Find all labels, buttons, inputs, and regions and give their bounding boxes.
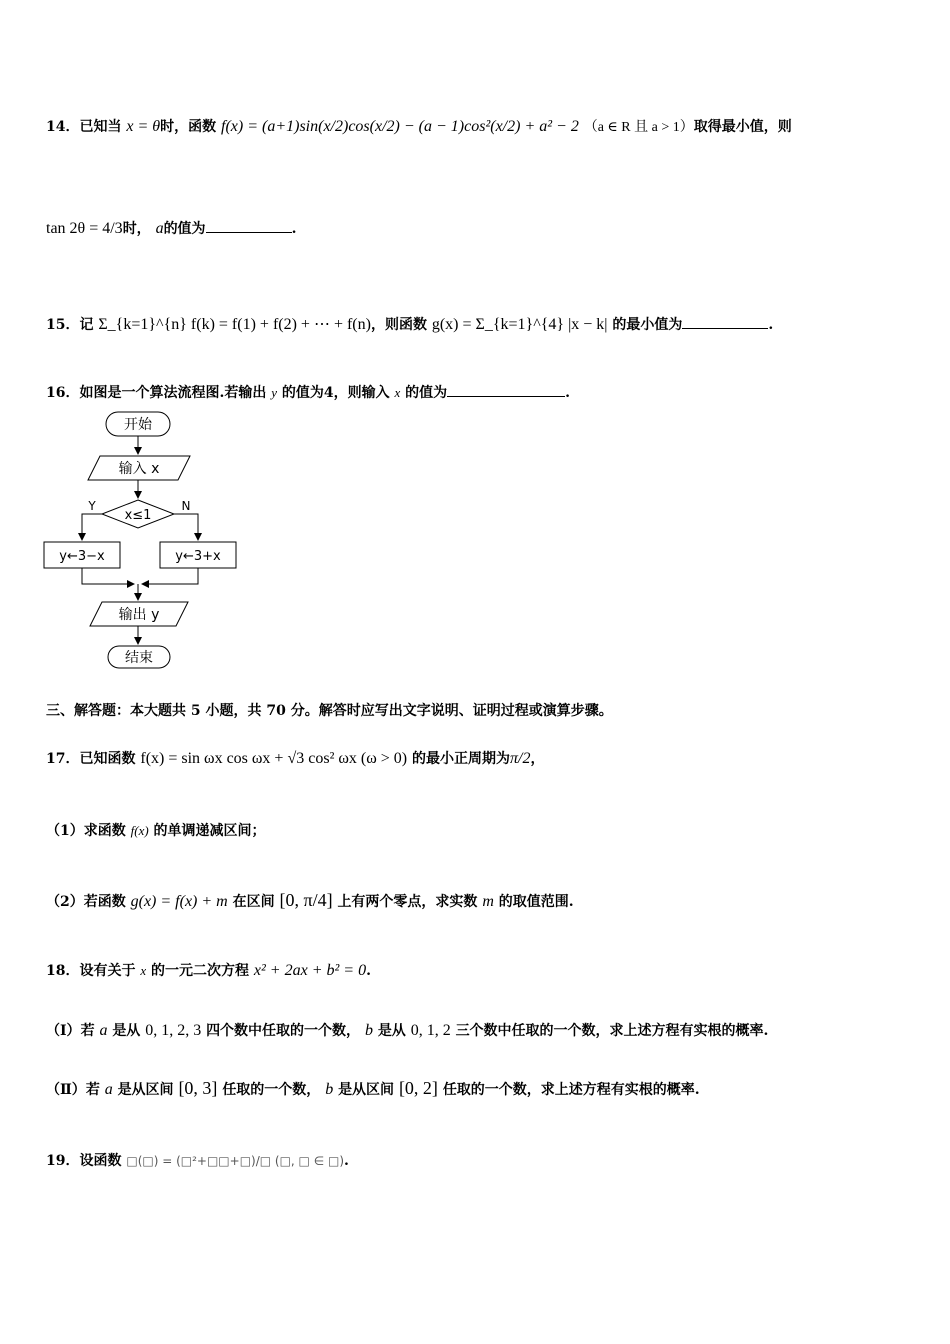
q14-line1: 14．已知当 x = θ时，函数 f(x) = (a+1)sin(x/2)cos(x/2) − (a − 1)cos²(x/2) + a² − 2 （a ∈ R 且 a > 1）取得最小值，则 — [46, 118, 792, 135]
flow-no-label: N — [181, 499, 191, 513]
q18-set-b: 0, 1, 2 — [410, 1022, 451, 1039]
flow-input-label: 输入 x — [118, 461, 160, 477]
q18-interval-b: [0, 2] — [398, 1078, 438, 1098]
q17-part1: （1）求函数 f(x) 的单调递减区间； — [46, 823, 266, 839]
flow-left-label: y←3−x — [59, 549, 105, 564]
answer-blank[interactable] — [682, 314, 768, 329]
q19-number: 19． — [46, 1153, 80, 1169]
q17-number: 17． — [46, 751, 80, 767]
q14-tan-condition: tan 2θ = 4/3 — [46, 220, 123, 237]
section-3-heading: 三、解答题：本大题共 5 小题，共 70 分。解答时应写出文字说明、证明过程或演算步骤。 — [46, 703, 613, 719]
q16-number: 16． — [46, 385, 80, 401]
q16-line: 16．如图是一个算法流程图.若输出 y 的值为4，则输入 x 的值为 . — [46, 382, 570, 402]
q15-g-definition: g(x) = Σ_{k=1}^{4} |x − k| — [431, 316, 608, 333]
q18-part2: （Ⅱ）若 a 是从区间 [0, 3] 任取的一个数， b 是从区间 [0, 2] 任取的一个数，求上述方程有实根的概率. — [46, 1078, 700, 1098]
q15-sum-definition: Σ_{k=1}^{n} f(k) = f(1) + f(2) + ⋯ + f(n) — [98, 316, 371, 333]
q14-condition: x = θ — [126, 118, 161, 135]
q18-line: 18．设有关于 x 的一元二次方程 x² + 2ax + b² = 0. — [46, 962, 371, 979]
flow-end-label: 结束 — [125, 650, 153, 666]
flow-start-label: 开始 — [124, 417, 152, 433]
flow-right-label: y←3+x — [175, 549, 221, 564]
flow-yes-label: Y — [88, 499, 96, 513]
flowchart — [40, 408, 250, 673]
q17-part2: （2）若函数 g(x) = f(x) + m 在区间 [0, π/4] 上有两个零点，求实数 m 的取值范围. — [46, 890, 574, 910]
q18-equation: x² + 2ax + b² = 0 — [253, 962, 367, 979]
q17-function: f(x) = sin ωx cos ωx + √3 cos² ωx (ω > 0) — [140, 750, 408, 767]
q18-set-a: 0, 1, 2, 3 — [145, 1022, 202, 1039]
q17-line: 17．已知函数 f(x) = sin ωx cos ωx + √3 cos² ωx (ω > 0) 的最小正周期为π/2， — [46, 750, 545, 767]
q14-domain: （a ∈ R 且 a > 1） — [583, 120, 694, 135]
q14-function: f(x) = (a+1)sin(x/2)cos(x/2) − (a − 1)cos²(x/2) + a² − 2 — [221, 118, 579, 135]
q15-line: 15．记 Σ_{k=1}^{n} f(k) = f(1) + f(2) + ⋯ + f(n)，则函数 g(x) = Σ_{k=1}^{4} |x − k| 的最小值为 . — [46, 316, 774, 333]
flow-output-label: 输出 y — [118, 607, 160, 623]
q18-interval-a: [0, 3] — [178, 1078, 218, 1098]
q15-number: 15． — [46, 317, 80, 333]
q19-line: 19．设函数 □(□) = (□²+□□+□)/□ (□, □ ∈ □). — [46, 1153, 349, 1169]
q17-period: π/2 — [509, 750, 531, 767]
q18-number: 18． — [46, 963, 80, 979]
q14-line2: tan 2θ = 4/3时， a的值为 . — [46, 220, 297, 237]
q18-part1: （Ⅰ）若 a 是从 0, 1, 2, 3 四个数中任取的一个数， b 是从 0, 1, 2 三个数中任取的一个数，求上述方程有实根的概率. — [46, 1022, 769, 1039]
q17-interval: [0, π/4] — [279, 890, 333, 910]
flow-decision-label: x≤1 — [124, 508, 152, 523]
q19-function-image: □(□) = (□²+□□+□)/□ (□, □ ∈ □) — [126, 1154, 344, 1168]
answer-blank[interactable] — [447, 382, 565, 397]
q14-number: 14． — [46, 119, 80, 135]
answer-blank[interactable] — [206, 218, 292, 233]
